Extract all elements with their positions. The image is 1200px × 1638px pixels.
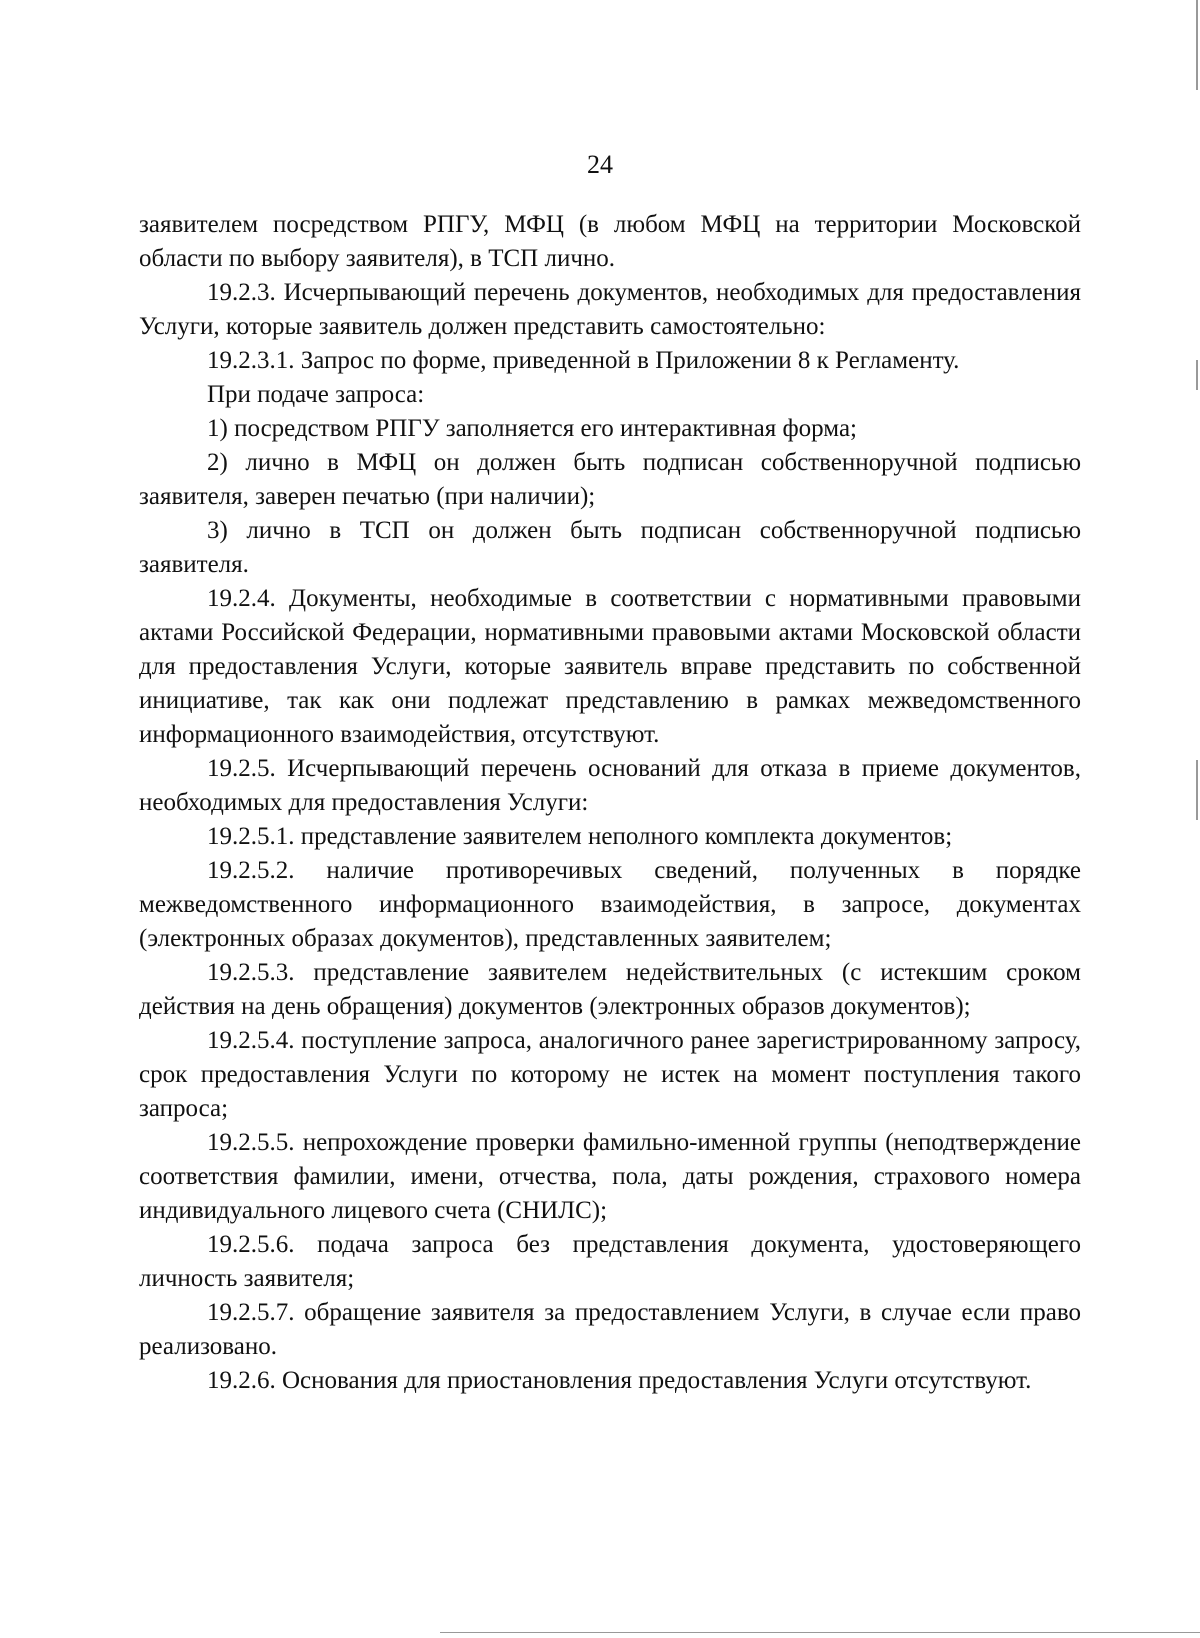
scan-edge-mark [1196, 0, 1198, 90]
paragraph: 19.2.5.7. обращение заявителя за предоставлением Услуги, в случае если право реализовано. [139, 1299, 1081, 1360]
paragraph: 19.2.4. Документы, необходимые в соответствии с нормативными правовыми актами Российской Федерации, нормативными правовыми актами Московской области для предоставления Услуги, которые заявитель вправе представить по собственной инициативе, так как они подлежат представлению в рамках межведомственного информационного взаимодействия, отсутствуют. [139, 585, 1081, 748]
document-body [139, 208, 1081, 1398]
paragraph: 19.2.5.5. непрохождение проверки фамильно-именной группы (неподтверждение соответствия фамилии, имени, отчества, пола, даты рождения, страхового номера индивидуального лицевого счета (СНИЛС); [139, 1129, 1081, 1224]
paragraph: 19.2.5.2. наличие противоречивых сведений, полученных в порядке межведомственного информационного взаимодействия, в запросе, документах (электронных образах документов), представленных заявителем; [139, 857, 1081, 952]
paragraph: 19.2.3. Исчерпывающий перечень документов, необходимых для предоставления Услуги, которые заявитель должен представить самостоятельно: [139, 279, 1081, 340]
paragraph: 3) лично в ТСП он должен быть подписан собственноручной подписью заявителя. [139, 517, 1081, 578]
paragraph: 2) лично в МФЦ он должен быть подписан собственноручной подписью заявителя, заверен печатью (при наличии); [139, 449, 1081, 510]
scan-edge-mark [1196, 760, 1198, 820]
page-number: 24 [587, 150, 613, 179]
paragraph: 19.2.5.3. представление заявителем недействительных (с истекшим сроком действия на день обращения) документов (электронных образов документов); [139, 959, 1081, 1020]
paragraph: 19.2.5.1. представление заявителем неполного комплекта документов; [207, 823, 953, 850]
paragraph: 19.2.5.4. поступление запроса, аналогичного ранее зарегистрированному запросу, срок предоставления Услуги по которому не истек на момент поступления такого запроса; [139, 1027, 1081, 1122]
scan-edge-mark [1196, 360, 1198, 390]
paragraph: 19.2.5. Исчерпывающий перечень оснований для отказа в приеме документов, необходимых для предоставления Услуги: [139, 755, 1081, 816]
paragraph: 19.2.5.6. подача запроса без представления документа, удостоверяющего личность заявителя; [139, 1231, 1081, 1292]
paragraph: При подаче запроса: [207, 381, 425, 408]
scan-edge-mark [440, 1632, 1200, 1633]
paragraph: 1) посредством РПГУ заполняется его интерактивная форма; [207, 415, 857, 442]
paragraph: 19.2.3.1. Запрос по форме, приведенной в Приложении 8 к Регламенту. [207, 347, 960, 374]
paragraph: заявителем посредством РПГУ, МФЦ (в любом МФЦ на территории Московской области по выбору заявителя), в ТСП лично. [139, 211, 1081, 272]
paragraph: 19.2.6. Основания для приостановления предоставления Услуги отсутствуют. [207, 1367, 1032, 1394]
